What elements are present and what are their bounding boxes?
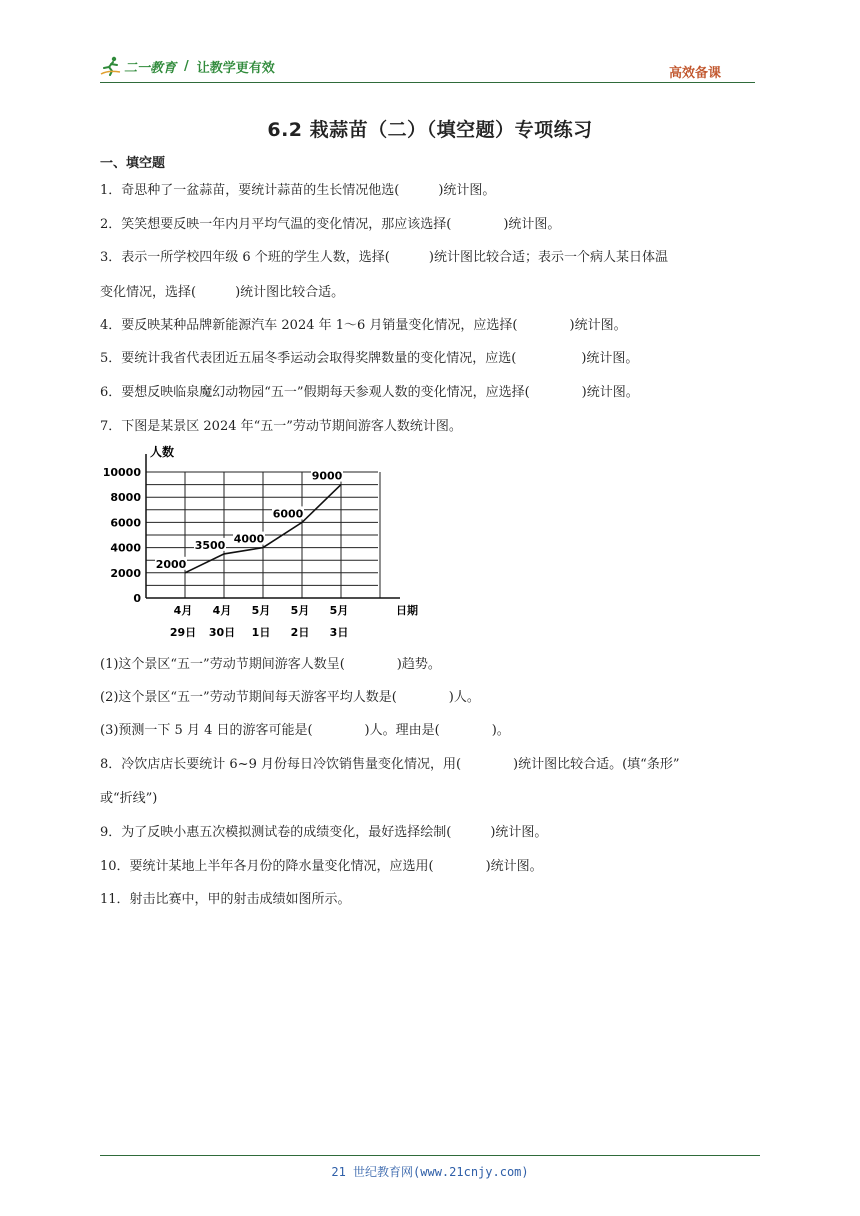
question-10: 10．要统计某地上半年各月份的降水量变化情况，应选用( )统计图。: [100, 859, 543, 874]
section-heading: 一、填空题: [100, 156, 166, 171]
question-3-line-1: 3．表示一所学校四年级 6 个班的学生人数，选择( )统计图比较合适；表示一个病人某日体温: [100, 250, 668, 265]
data-label: 9000: [311, 469, 343, 483]
footer-text: 21 世纪教育网(www.21cnjy.com): [331, 1165, 529, 1179]
question-11: 11．射击比赛中，甲的射击成绩如图所示。: [100, 892, 351, 907]
x-tick-label: 5月: [251, 604, 271, 617]
y-tick-label: 8000: [110, 491, 141, 505]
question-1: 1．奇思种了一盆蒜苗，要统计蒜苗的生长情况他选( )统计图。: [100, 183, 496, 198]
data-label: 6000: [272, 507, 304, 521]
x-tick-label: 4月: [173, 604, 193, 617]
data-label: 4000: [233, 532, 265, 546]
question-6: 6．要想反映临泉魔幻动物园“五一”假期每天参观人数的变化情况，应选择( )统计图。: [100, 385, 639, 400]
question-8-line-2: 或“折线”): [100, 791, 158, 806]
question-7-1: (1)这个景区“五一”劳动节期间游客人数呈( )趋势。: [100, 657, 441, 672]
x-tick-label: 29日: [169, 626, 197, 639]
question-4: 4．要反映某种品牌新能源汽车 2024 年 1～6 月销量变化情况，应选择( )统计图。: [100, 318, 627, 333]
x-axis-label: 日期: [396, 604, 418, 617]
logo-text: 二一教育: [124, 60, 177, 76]
logo: 二一教育 / 让教学更有效: [100, 56, 275, 76]
y-axis-label: 人数: [150, 445, 175, 459]
x-tick-label: 2日: [290, 626, 310, 639]
data-label: 2000: [155, 557, 187, 571]
y-tick-label: 4000: [110, 541, 141, 555]
page-title: 6.2 栽蒜苗（二）（填空题）专项练习: [267, 119, 593, 141]
question-8-line-1: 8．冷饮店店长要统计 6~9 月份每日冷饮销售量变化情况，用( )统计图比较合适。(填“条形”: [100, 757, 680, 772]
question-7-3: (3)预测一下 5 月 4 日的游客可能是( )人。理由是( )。: [100, 723, 510, 738]
question-9: 9．为了反映小惠五次模拟测试卷的成绩变化，最好选择绘制( )统计图。: [100, 825, 548, 840]
x-tick-label: 4月: [212, 604, 232, 617]
question-7-2: (2)这个景区“五一”劳动节期间每天游客平均人数是( )人。: [100, 690, 480, 705]
question-3-line-2: 变化情况，选择( )统计图比较合适。: [100, 285, 345, 300]
footer-divider: [100, 1155, 760, 1156]
y-tick-label: 2000: [110, 566, 141, 580]
question-5: 5．要统计我省代表团近五届冬季运动会取得奖牌数量的变化情况，应选( )统计图。: [100, 351, 639, 366]
y-tick-label: 6000: [110, 516, 141, 530]
y-tick-label: 0: [133, 592, 141, 605]
x-tick-label: 3日: [329, 626, 349, 639]
y-tick-label: 10000: [102, 466, 141, 479]
question-2: 2．笑笑想要反映一年内月平均气温的变化情况，那应该选择( )统计图。: [100, 217, 561, 232]
x-tick-label: 5月: [329, 604, 349, 617]
header-tag: 高效备课: [668, 66, 721, 81]
x-tick-label: 5月: [290, 604, 310, 617]
slogan: 让教学更有效: [196, 60, 275, 76]
question-7: 7．下图是某景区 2024 年“五一”劳动节期间游客人数统计图。: [100, 419, 462, 434]
x-tick-label: 1日: [251, 626, 271, 639]
runner-logo-icon: [100, 56, 122, 76]
page-header: [100, 56, 755, 82]
header-divider: [100, 82, 755, 83]
tourist-line-chart: [100, 442, 430, 642]
data-label: 3500: [194, 538, 226, 552]
x-tick-label: 30日: [208, 626, 236, 639]
